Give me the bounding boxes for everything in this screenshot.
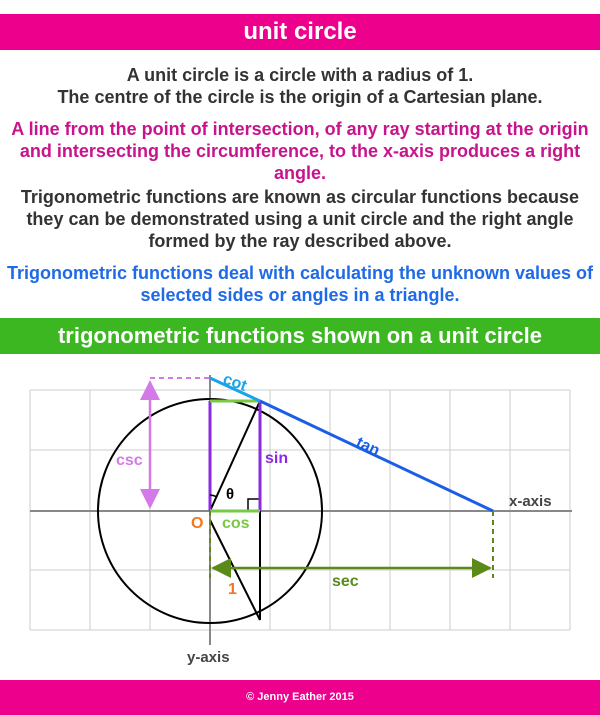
- footer-banner: [0, 680, 600, 715]
- title-banner: [0, 14, 600, 50]
- intro-right-angle: A line from the point of intersection, of any ray starting at the origin and intersecting the circumference, to the x-axis produces a right angle.: [11, 119, 589, 183]
- origin-label: O: [191, 515, 204, 532]
- cot-label: cot: [220, 370, 249, 395]
- theta-label: θ: [226, 486, 235, 503]
- page-title: unit circle: [243, 18, 357, 45]
- copyright-text: © Jenny Eather 2015: [246, 691, 354, 703]
- intro-circular-functions: Trigonometric functions are known as circular functions because they can be demonstrated using a unit circle and the right angle formed by the ray described above.: [20, 187, 580, 251]
- tan-label: tan: [353, 434, 383, 460]
- cos-label: cos: [222, 515, 250, 532]
- intro-triangle-note: Trigonometric functions deal with calculating the unknown values of selected sides or angles in a triangle.: [6, 263, 594, 305]
- section-banner: [0, 318, 600, 354]
- intro-definition: [0, 64, 600, 108]
- radius-line: [210, 401, 260, 511]
- unit-circle-diagram: [0, 360, 600, 678]
- sin-label: sin: [265, 450, 289, 467]
- y-axis-label: y-axis: [187, 649, 230, 666]
- sec-label: sec: [332, 573, 359, 590]
- radius-label: 1: [228, 581, 237, 598]
- intro-line-2: The centre of the circle is the origin of a Cartesian plane.: [57, 87, 543, 107]
- section-title: trigonometric functions shown on a unit circle: [57, 323, 543, 348]
- x-axis-label: x-axis: [509, 493, 552, 510]
- right-angle-marker: [248, 499, 260, 511]
- intro-line-1: A unit circle is a circle with a radius of 1.: [126, 65, 474, 85]
- csc-label: csc: [116, 452, 143, 469]
